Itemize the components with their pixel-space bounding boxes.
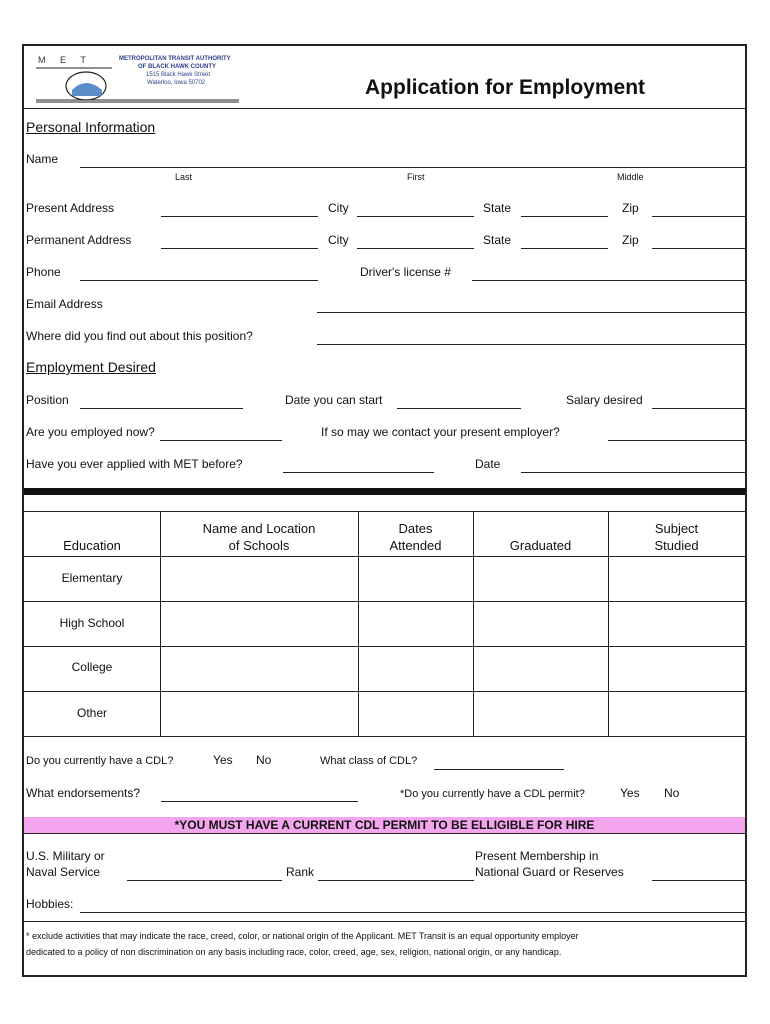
guard-label-line1: Present Membership in: [475, 849, 599, 863]
present-city-field[interactable]: [357, 216, 474, 217]
email-field[interactable]: [317, 312, 745, 313]
salary-field[interactable]: [652, 408, 745, 409]
name-label: Name: [26, 152, 59, 166]
permanent-state-label: State: [483, 233, 512, 247]
permanent-city-label: City: [328, 233, 349, 247]
cdl-permit-no[interactable]: No: [664, 786, 680, 800]
military-label-line1: U.S. Military or: [26, 849, 105, 863]
divider: [24, 921, 745, 922]
applied-before-field[interactable]: [283, 472, 434, 473]
divider: [24, 108, 745, 109]
have-cdl-yes[interactable]: Yes: [213, 753, 233, 767]
cdl-permit-label: *Do you currently have a CDL permit?: [400, 788, 585, 800]
logo-org-line4: Waterloo, Iowa 50702: [147, 80, 206, 86]
applied-date-field[interactable]: [521, 472, 745, 473]
header-schools-line1: Name and Location: [202, 521, 316, 536]
cdl-warning-text: *YOU MUST HAVE A CURRENT CDL PERMIT TO BE ELLIGIBLE FOR HIRE: [174, 818, 595, 832]
present-address-field[interactable]: [161, 216, 318, 217]
edu-grid-line: [24, 601, 745, 602]
hobbies-field[interactable]: [80, 912, 745, 913]
applied-date-label: Date: [475, 457, 501, 471]
logo-org-line3: 1515 Black Hawk Street: [146, 72, 211, 78]
phone-label: Phone: [26, 265, 61, 279]
employed-now-field[interactable]: [160, 440, 282, 441]
edu-grid-line: [24, 691, 745, 692]
hobbies-label: Hobbies:: [26, 897, 74, 911]
edu-row-college: College: [71, 660, 113, 674]
present-city-label: City: [328, 201, 349, 215]
salary-label: Salary desired: [566, 393, 643, 407]
where-find-label: Where did you find out about this position?: [26, 329, 253, 343]
edu-grid-line: [24, 556, 745, 557]
position-label: Position: [26, 393, 69, 407]
employment-desired-heading: Employment Desired: [26, 359, 156, 375]
edu-row-elementary: Elementary: [61, 571, 123, 585]
header-dates-line1: Dates: [398, 521, 433, 536]
guard-field[interactable]: [652, 880, 745, 881]
cdl-class-label: What class of CDL?: [320, 755, 418, 767]
date-start-field[interactable]: [397, 408, 521, 409]
position-field[interactable]: [80, 408, 243, 409]
where-find-field[interactable]: [317, 344, 745, 345]
first-caption: First: [407, 172, 425, 182]
permanent-city-field[interactable]: [357, 248, 474, 249]
header-schools-line2: of Schools: [228, 538, 290, 553]
edu-grid-line: [24, 511, 745, 512]
edu-grid-line: [24, 736, 745, 737]
employed-now-label: Are you employed now?: [26, 425, 155, 439]
name-field[interactable]: [80, 167, 745, 168]
endorsements-field[interactable]: [161, 801, 358, 802]
have-cdl-label: Do you currently have a CDL?: [26, 755, 174, 767]
rank-field[interactable]: [318, 880, 474, 881]
drivers-license-label: Driver's license #: [360, 265, 451, 279]
present-zip-field[interactable]: [652, 216, 745, 217]
military-field[interactable]: [127, 880, 282, 881]
permanent-zip-field[interactable]: [652, 248, 745, 249]
header-subject-line2: Studied: [654, 538, 699, 553]
permanent-zip-label: Zip: [622, 233, 639, 247]
personal-info-heading: Personal Information: [26, 119, 156, 135]
rank-label: Rank: [286, 865, 315, 879]
endorsements-label: What endorsements?: [26, 786, 141, 800]
drivers-license-field[interactable]: [472, 280, 745, 281]
section-bar: [24, 488, 745, 495]
edu-grid-line: [24, 646, 745, 647]
logo-letters: M E T: [38, 55, 92, 65]
middle-caption: Middle: [617, 172, 644, 182]
edu-row-other: Other: [76, 706, 107, 720]
application-form: [22, 44, 747, 977]
phone-field[interactable]: [80, 280, 318, 281]
edu-row-high-school: High School: [59, 616, 125, 630]
logo-org-line2: OF BLACK HAWK COUNTY: [138, 64, 216, 70]
permanent-address-field[interactable]: [161, 248, 318, 249]
applied-before-label: Have you ever applied with MET before?: [26, 457, 243, 471]
present-address-label: Present Address: [26, 201, 115, 215]
present-state-label: State: [483, 201, 512, 215]
permanent-address-label: Permanent Address: [26, 233, 132, 247]
divider: [24, 833, 745, 834]
contact-employer-label: If so may we contact your present employer?: [321, 425, 560, 439]
header-education: Education: [63, 538, 121, 553]
footnote-line1: * exclude activities that may indicate the race, creed, color, or national origin of the Applicant. MET Transit is an equal opportunity employer: [26, 931, 579, 941]
footnote-line2: dedicated to a policy of non discrimination on any basis including race, color, creed, age, sex, religion, national origin, or any handicap.: [26, 947, 562, 957]
date-start-label: Date you can start: [285, 393, 383, 407]
header-dates-line2: Attended: [389, 538, 442, 553]
permanent-state-field[interactable]: [521, 248, 608, 249]
present-state-field[interactable]: [521, 216, 608, 217]
form-title: Application for Employment: [365, 76, 646, 99]
guard-label-line2: National Guard or Reserves: [475, 865, 624, 879]
have-cdl-no[interactable]: No: [256, 753, 272, 767]
cdl-permit-yes[interactable]: Yes: [620, 786, 640, 800]
contact-employer-field[interactable]: [608, 440, 745, 441]
header-subject-line1: Subject: [654, 521, 699, 536]
logo-org-line1: METROPOLITAN TRANSIT AUTHORITY: [119, 56, 231, 62]
cdl-class-field[interactable]: [434, 769, 564, 770]
header-graduated: Graduated: [509, 538, 572, 553]
present-zip-label: Zip: [622, 201, 639, 215]
email-label: Email Address: [26, 297, 103, 311]
met-logo: [34, 54, 244, 106]
military-label-line2: Naval Service: [26, 865, 101, 879]
last-caption: Last: [175, 172, 193, 182]
